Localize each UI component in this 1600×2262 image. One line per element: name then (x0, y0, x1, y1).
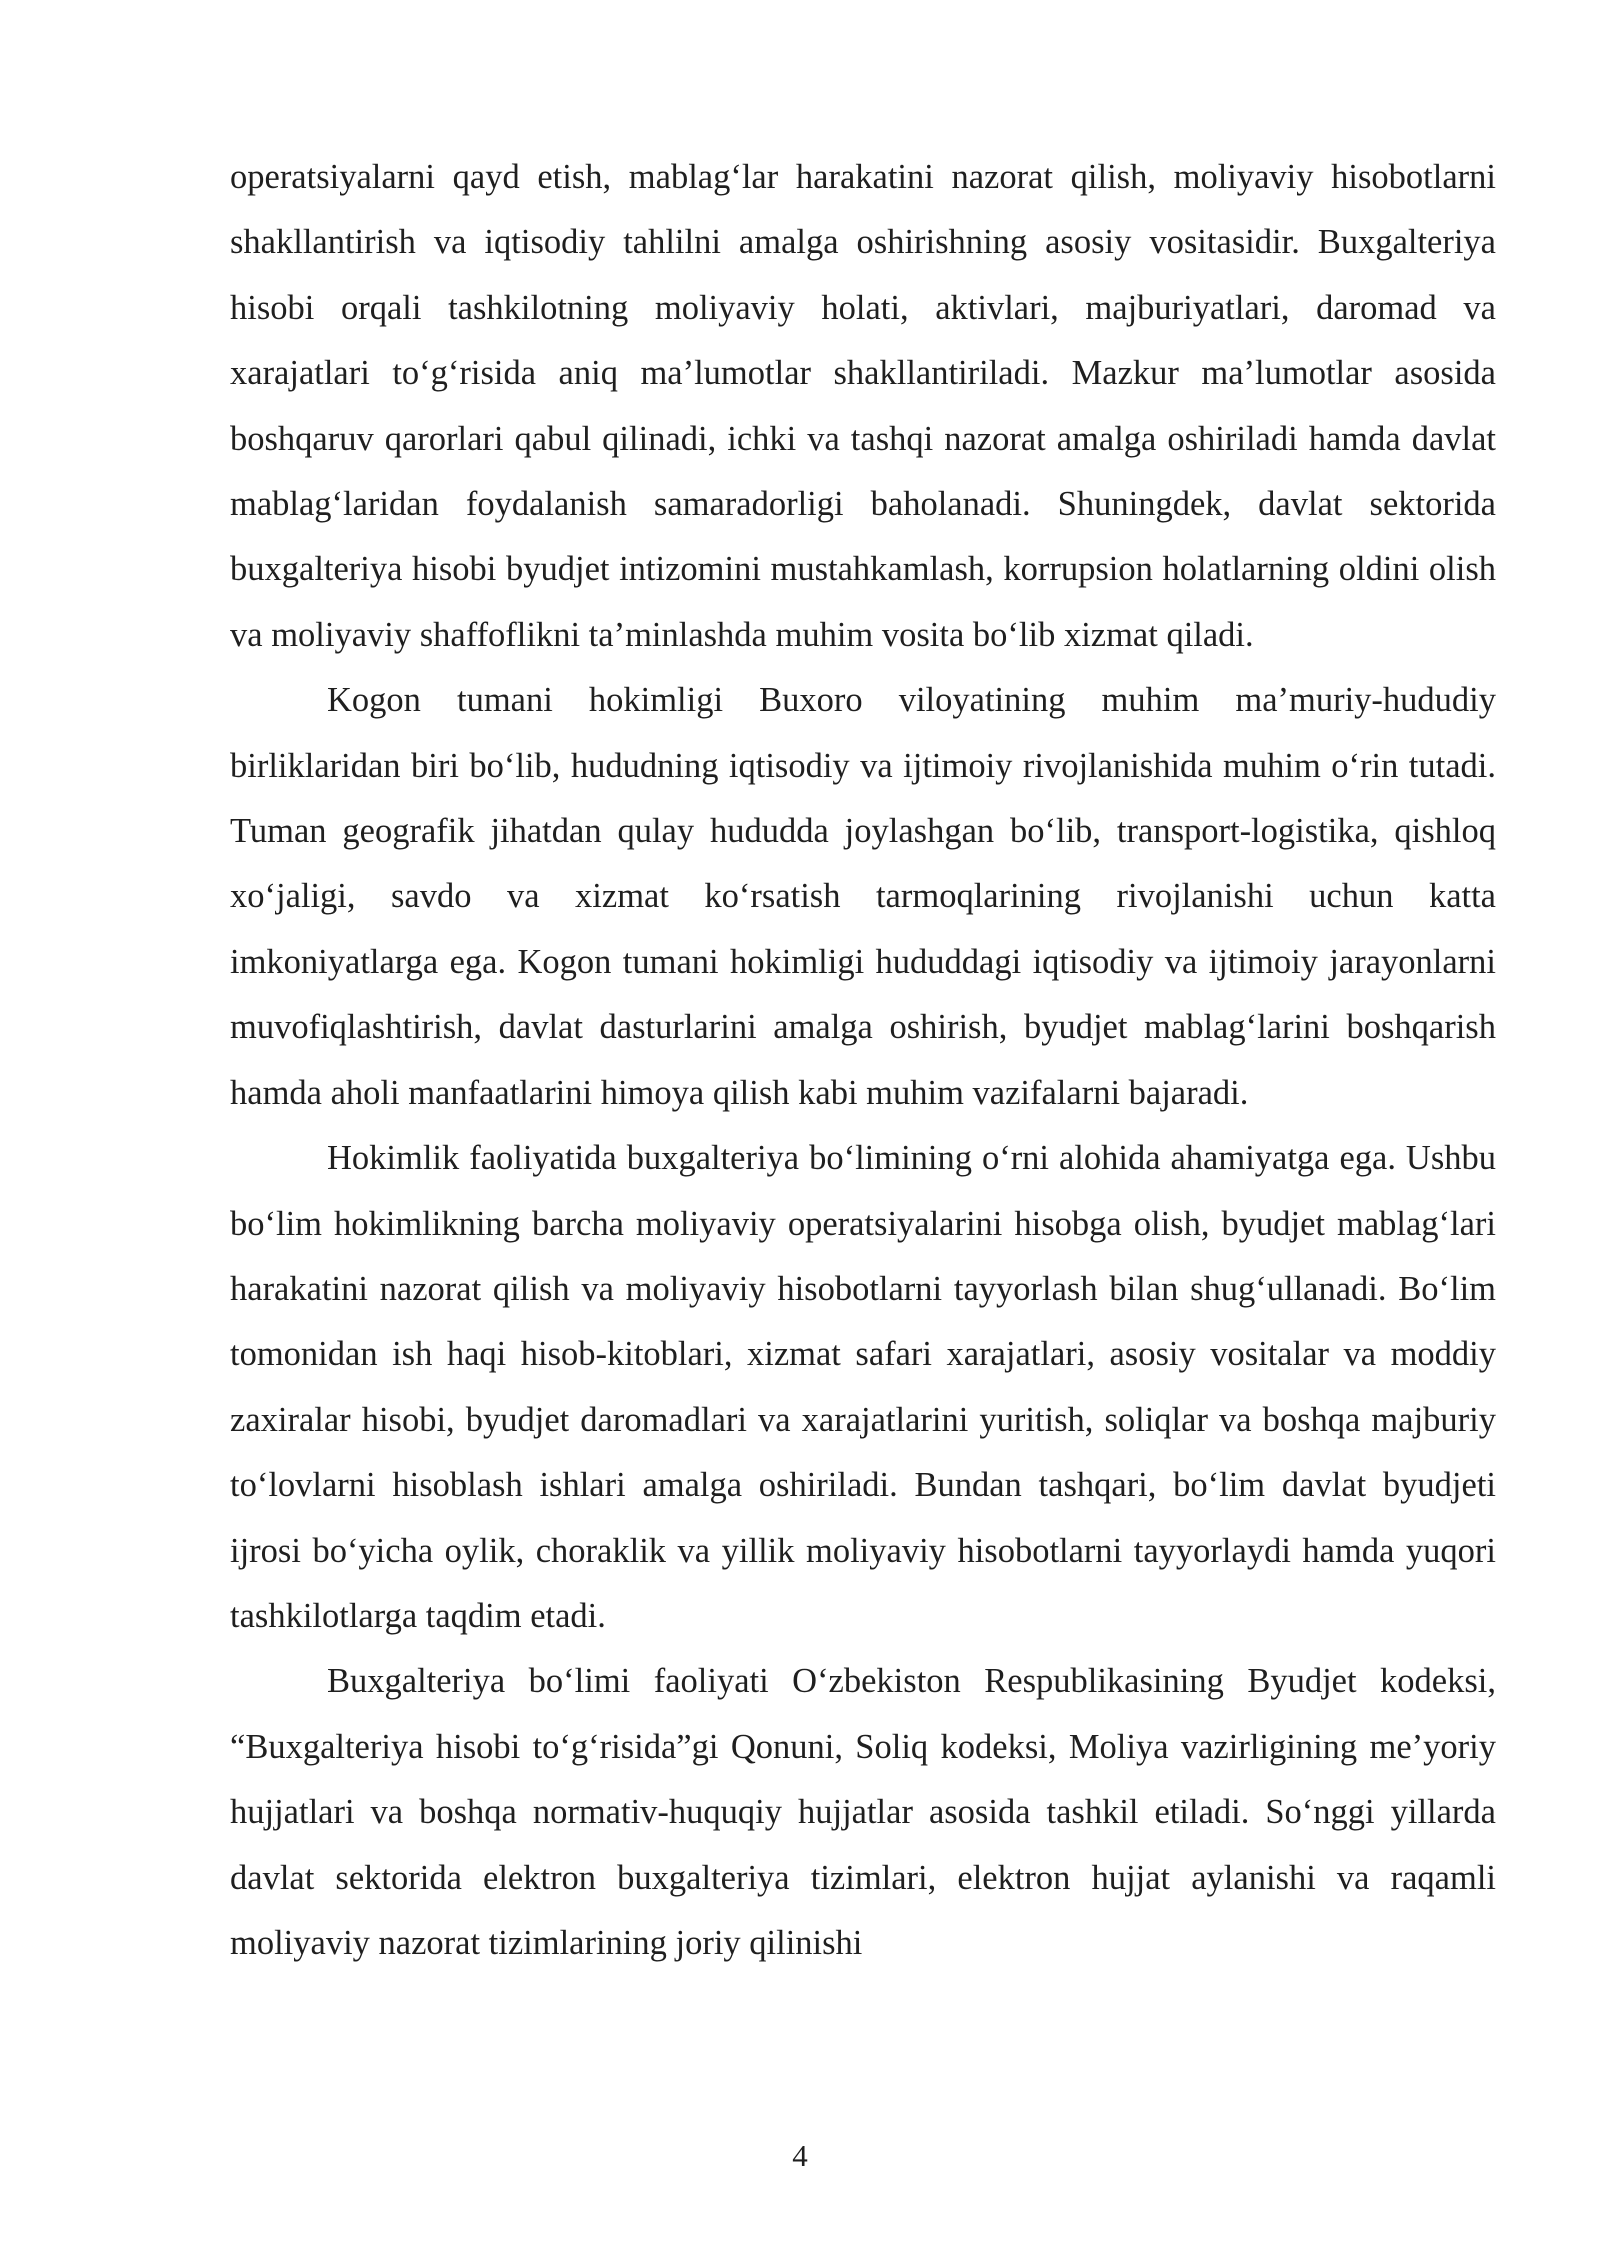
paragraph-accounting-department: Hokimlik faoliyatida buxgalteriya bo‘limining o‘rni alohida ahamiyatga ega. Ushbu bo‘lim hokimlikning barcha moliyaviy operatsiyalarini hisobga olish, byudjet mablag‘lari harakatini nazorat qilish va moliyaviy hisobotlarni tayyorlash bilan shug‘ullanadi. Bo‘lim tomonidan ish haqi hisob-kitoblari, xizmat safari xarajatlari, asosiy vositalar va moddiy zaxiralar hisobi, byudjet daromadlari va xarajatlarini yuritish, soliqlar va boshqa majburiy to‘lovlarni hisoblash ishlari amalga oshiriladi. Bundan tashqari, bo‘lim davlat byudjeti ijrosi bo‘yicha oylik, choraklik va yillik moliyaviy hisobotlarni tayyorlaydi hamda yuqori tashkilotlarga taqdim etadi. (230, 1139, 1496, 1635)
paragraph-continuation: operatsiyalarni qayd etish, mablag‘lar harakatini nazorat qilish, moliyaviy hisobotlarni shakllantirish va iqtisodiy tahlilni amalga oshirishning asosiy vositasidir. Buxgalteriya hisobi orqali tashkilotning moliyaviy holati, aktivlari, majburiyatlari, daromad va xarajatlari to‘g‘risida aniq ma’lumotlar shakllantiriladi. Mazkur ma’lumotlar asosida boshqaruv qarorlari qabul qilinadi, ichki va tashqi nazorat amalga oshiriladi hamda davlat mablag‘laridan foydalanish samaradorligi baholanadi. Shuningdek, davlat sektorida buxgalteriya hisobi byudjet intizomini mustahkamlash, korrupsion holatlarning oldini olish va moliyaviy shaffoflikni ta’minlashda muhim vosita bo‘lib xizmat qiladi. (230, 158, 1496, 654)
paragraph-kogon-district: Kogon tumani hokimligi Buxoro viloyatining muhim ma’muriy-hududiy birliklaridan biri bo‘lib, hududning iqtisodiy va ijtimoiy rivojlanishida muhim o‘rin tutadi. Tuman geografik jihatdan qulay hududda joylashgan bo‘lib, transport-logistika, qishloq xo‘jaligi, savdo va xizmat ko‘rsatish tarmoqlarining rivojlanishi uchun katta imkoniyatlarga ega. Kogon tumani hokimligi hududdagi iqtisodiy va ijtimoiy jarayonlarni muvofiqlashtirish, davlat dasturlarini amalga oshirish, byudjet mablag‘larini boshqarish hamda aholi manfaatlarini himoya qilish kabi muhim vazifalarni bajaradi. (230, 681, 1496, 1112)
page-number: 4 (792, 2138, 808, 2173)
document-body (230, 145, 1496, 1976)
paragraph-legal-basis: Buxgalteriya bo‘limi faoliyati O‘zbekiston Respublikasining Byudjet kodeksi, “Buxgalteriya hisobi to‘g‘risida”gi Qonuni, Soliq kodeksi, Moliya vazirligining me’yoriy hujjatlari va boshqa normativ-huquqiy hujjatlar asosida tashkil etiladi. So‘nggi yillarda davlat sektorida elektron buxgalteriya tizimlari, elektron hujjat aylanishi va raqamli moliyaviy nazorat tizimlarining joriy qilinishi (230, 1662, 1496, 1962)
